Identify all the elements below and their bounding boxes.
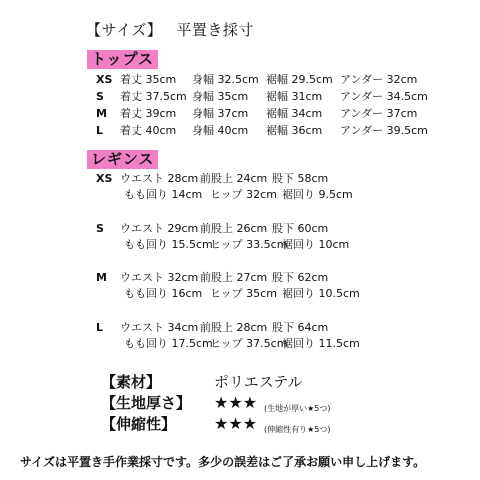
material-label: 【素材】 bbox=[101, 373, 162, 391]
measurement: 前股上 24cm bbox=[200, 172, 268, 185]
measurement: もも回り 14cm bbox=[124, 188, 203, 201]
measurement: ウエスト 28cm bbox=[120, 172, 199, 185]
measurement: もも回り 15.5cm bbox=[124, 238, 213, 251]
measurement: 着丈 37.5cm bbox=[120, 90, 187, 103]
stretch-row bbox=[101, 414, 421, 434]
size-label: L bbox=[96, 124, 104, 137]
size-label: XS bbox=[96, 172, 113, 185]
stretch-label: 【伸縮性】 bbox=[101, 415, 177, 433]
size-label: XS bbox=[96, 73, 113, 86]
stretch-note: (伸縮性有り★5つ) bbox=[264, 425, 331, 434]
measurement: もも回り 17.5cm bbox=[124, 337, 213, 350]
title-text: 平置き採寸 bbox=[176, 21, 254, 39]
measurement: 着丈 39cm bbox=[120, 107, 177, 120]
measurement: 前股上 26cm bbox=[200, 222, 268, 235]
measurement: アンダー 34.5cm bbox=[340, 90, 428, 103]
leggings-row bbox=[96, 171, 416, 205]
measurement: アンダー 39.5cm bbox=[340, 124, 428, 137]
leggings-row bbox=[96, 270, 416, 304]
size-label: M bbox=[96, 271, 107, 284]
measurement: 裾幅 36cm bbox=[266, 124, 323, 137]
measurement: 前股上 28cm bbox=[200, 321, 268, 334]
material-value: ポリエステル bbox=[214, 373, 303, 391]
measurement: 股下 60cm bbox=[272, 222, 329, 235]
footer-note: サイズは平置き手作業採寸です。多少の誤差はご了承お願い申し上げます。 bbox=[20, 455, 426, 469]
measurement: 股下 64cm bbox=[272, 321, 329, 334]
measurement: ウエスト 29cm bbox=[120, 222, 199, 235]
tops-row bbox=[96, 106, 436, 121]
measurement: 身幅 35cm bbox=[192, 90, 249, 103]
measurement: 裾幅 29.5cm bbox=[266, 73, 333, 86]
tops-badge: トップス bbox=[87, 50, 158, 69]
measurement: ウエスト 34cm bbox=[120, 321, 199, 334]
size-label: S bbox=[96, 222, 104, 235]
tops-row bbox=[96, 72, 436, 87]
material-row bbox=[101, 372, 401, 392]
leggings-badge: レギンス bbox=[87, 150, 158, 169]
measurement: ヒップ 32cm bbox=[210, 188, 277, 201]
measurement: 着丈 35cm bbox=[120, 73, 177, 86]
tops-row bbox=[96, 89, 436, 104]
size-label: S bbox=[96, 90, 104, 103]
measurement: 身幅 32.5cm bbox=[192, 73, 259, 86]
measurement: アンダー 37cm bbox=[340, 107, 418, 120]
measurement: 股下 62cm bbox=[272, 271, 329, 284]
measurement: 裾幅 34cm bbox=[266, 107, 323, 120]
measurement: 裾幅 31cm bbox=[266, 90, 323, 103]
measurement: アンダー 32cm bbox=[340, 73, 418, 86]
measurement: 前股上 27cm bbox=[200, 271, 268, 284]
measurement: 身幅 37cm bbox=[192, 107, 249, 120]
thickness-row bbox=[101, 393, 421, 413]
title-bracket: 【サイズ】 bbox=[86, 21, 163, 39]
measurement: もも回り 16cm bbox=[124, 287, 203, 300]
measurement: 裾回り 9.5cm bbox=[282, 188, 353, 201]
thickness-stars: ★★★ bbox=[214, 393, 258, 412]
thickness-label: 【生地厚さ】 bbox=[101, 394, 192, 412]
leggings-row bbox=[96, 221, 416, 255]
tops-row bbox=[96, 123, 436, 138]
measurement: 裾回り 10.5cm bbox=[282, 287, 360, 300]
measurement: 股下 58cm bbox=[272, 172, 329, 185]
thickness-note: (生地が厚い★5つ) bbox=[264, 404, 331, 413]
measurement: 裾回り 10cm bbox=[282, 238, 350, 251]
size-label: L bbox=[96, 321, 104, 334]
leggings-row bbox=[96, 320, 416, 354]
stretch-stars: ★★★ bbox=[214, 414, 258, 433]
measurement: 着丈 40cm bbox=[120, 124, 177, 137]
page-title bbox=[86, 19, 254, 40]
measurement: 身幅 40cm bbox=[192, 124, 249, 137]
measurement: 裾回り 11.5cm bbox=[282, 337, 360, 350]
measurement: ウエスト 32cm bbox=[120, 271, 199, 284]
measurement: ヒップ 35cm bbox=[210, 287, 277, 300]
measurement: ヒップ 37.5cm bbox=[210, 337, 288, 350]
measurement: ヒップ 33.5cm bbox=[210, 238, 288, 251]
size-label: M bbox=[96, 107, 107, 120]
